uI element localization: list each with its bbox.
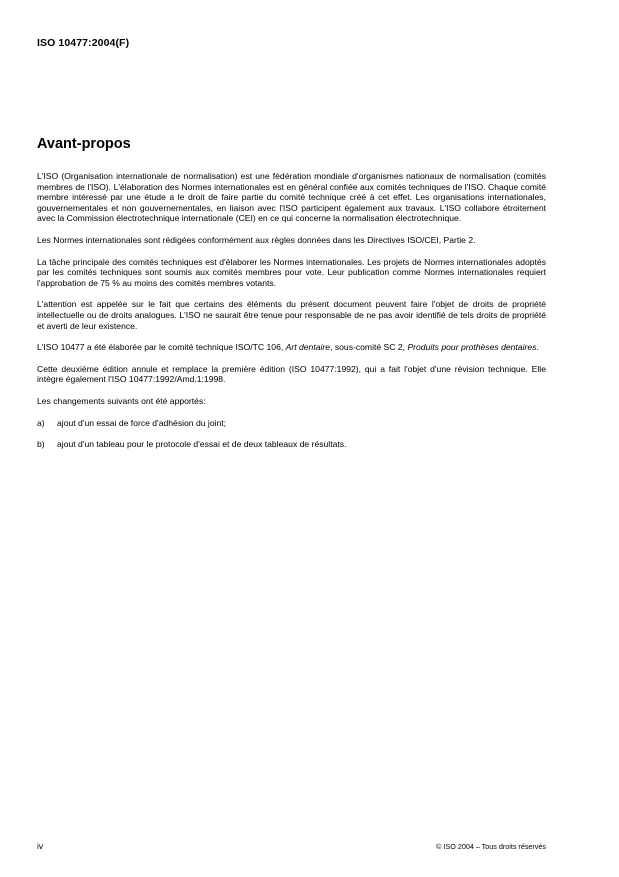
- foreword-body: [37, 171, 546, 461]
- list-item: [37, 418, 546, 429]
- subcommittee-title: Produits pour prothèses dentaires: [407, 342, 537, 353]
- paragraph-patent-rights: L'attention est appelée sur le fait que certains des éléments du présent document peuvent faire l'objet de droits de propriété intellectuelle ou de droits analogues. L'ISO ne saurait être tenue pour responsable de ne pas avoir identifié de tels droits de propriété et averti de leur existence.: [37, 299, 546, 331]
- copyright-notice: © ISO 2004 – Tous droits réservés: [436, 842, 546, 851]
- section-title: Avant-propos: [37, 136, 131, 152]
- prepared-by-text-1: L'ISO 10477 a été élaborée par le comité technique ISO/TC 106,: [37, 342, 286, 353]
- paragraph-iso-intro: L'ISO (Organisation internationale de normalisation) est une fédération mondiale d'organismes nationaux de normalisation (comités membres de l'ISO). L'élaboration des Normes internationales est en général confiée aux comités techniques de l'ISO. Chaque comité membre intéressé par une étude a le droit de faire partie du comité technique créé à cet effet. Les organisations internationales, gouvernementales et non gouvernementales, en liaison avec l'ISO participent également aux travaux. L'ISO collabore étroitement avec la Commission électrotechnique internationale (CEI) en ce qui concerne la normalisation électrotechnique.: [37, 171, 546, 224]
- list-item: [37, 439, 546, 450]
- paragraph-changes-intro: Les changements suivants ont été apportés:: [37, 395, 206, 406]
- list-item-text: ajout d'un tableau pour le protocole d'essai et de deux tableaux de résultats.: [57, 439, 347, 450]
- prepared-by-text-2: , sous-comité SC 2,: [330, 342, 408, 353]
- document-id-header: ISO 10477:2004(F): [37, 37, 130, 49]
- list-item-text: ajout d'un essai de force d'adhésion du joint;: [57, 417, 227, 428]
- paragraph-directives: Les Normes internationales sont rédigées conformément aux règles données dans les Directives ISO/CEI, Partie 2.: [37, 234, 476, 245]
- committee-title: Art dentaire: [285, 342, 331, 353]
- prepared-by-text-3: .: [536, 342, 539, 353]
- list-marker: b): [37, 439, 45, 450]
- page-number: iv: [37, 841, 44, 851]
- paragraph-main-task: La tâche principale des comités techniques est d'élaborer les Normes internationales. Les projets de Normes internationales adoptés par les comités techniques sont soumis aux comités membres pour vote. Leur publication comme Normes internationales requiert l'approbation de 75 % au moins des comités membres votants.: [37, 256, 546, 288]
- paragraph-prepared-by: [37, 342, 546, 353]
- list-marker: a): [37, 417, 45, 428]
- paragraph-edition: Cette deuxième édition annule et remplace la première édition (ISO 10477:1992), qui a fait l'objet d'une révision technique. Elle intègre également l'ISO 10477:1992/Amd.1:1998.: [37, 363, 546, 385]
